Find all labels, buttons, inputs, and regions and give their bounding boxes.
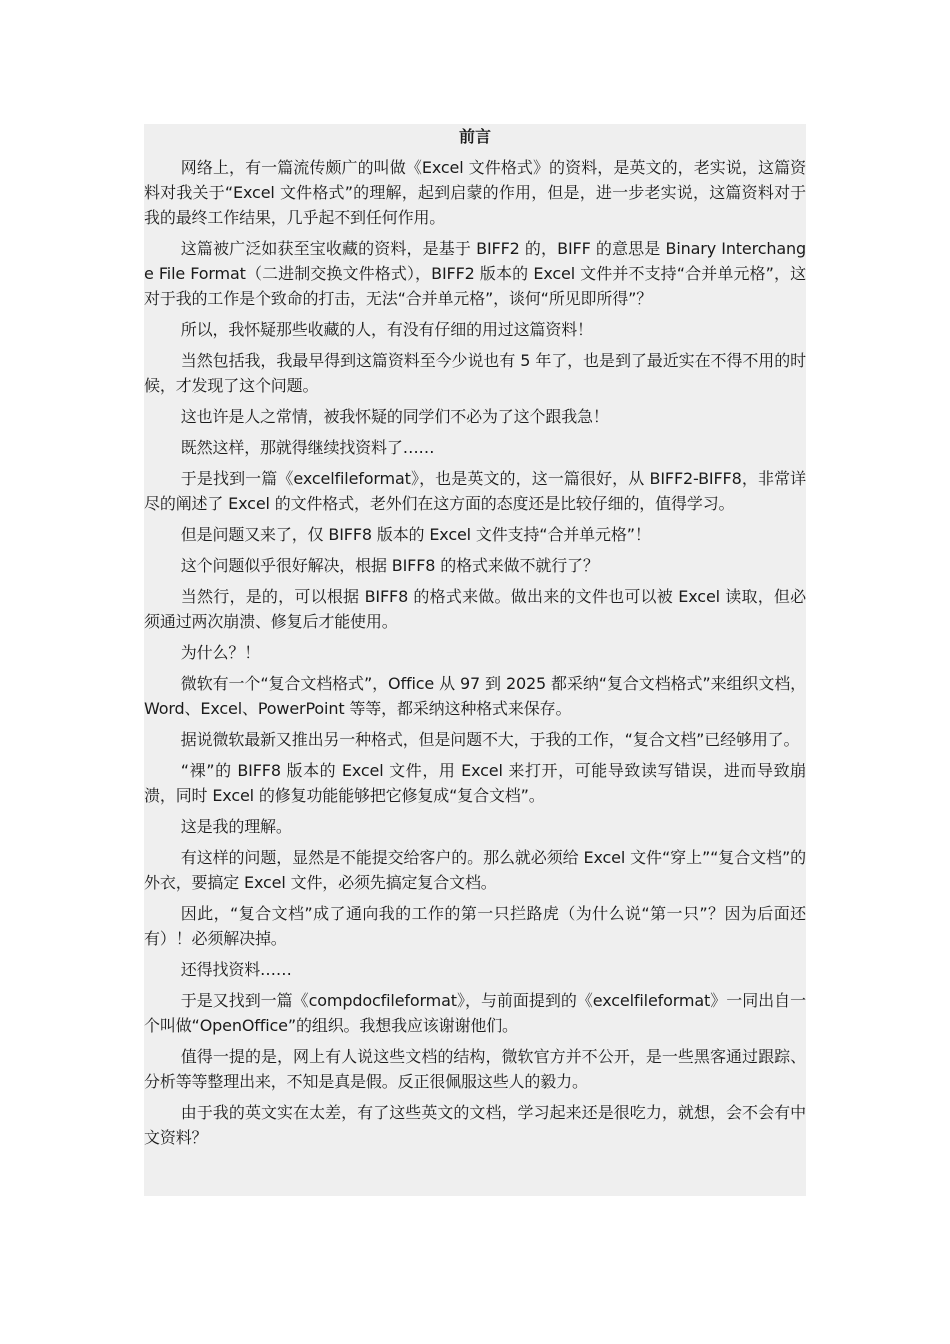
paragraph-14: “裸”的 BIFF8 版本的 Excel 文件，用 Excel 来打开，可能导致读写错误，进而导致崩溃，同时 Excel 的修复功能能够把它修复成“复合文档”。 [144, 761, 806, 805]
paragraph-6: 既然这样，那就得继续找资料了…… [180, 438, 435, 457]
paragraph-3: 所以，我怀疑那些收藏的人，有没有仔细的用过这篇资料！ [180, 320, 593, 339]
paragraph-1: 网络上，有一篇流传颇广的叫做《Excel 文件格式》的资料，是英文的，老实说，这篇资料对我关于“Excel 文件格式”的理解，起到启蒙的作用，但是，进一步老实说，这篇资料对于我的最终工作结果，几乎起不到任何作用。 [144, 158, 806, 227]
paragraph-16: 有这样的问题，显然是不能提交给客户的。那么就必须给 Excel 文件“穿上”“复合文档”的外衣，要搞定 Excel 文件，必须先搞定复合文档。 [144, 848, 806, 892]
paragraph-9: 这个问题似乎很好解决，根据 BIFF8 的格式来做不就行了？ [180, 556, 599, 575]
paragraph-20: 值得一提的是，网上有人说这些文档的结构，微软官方并不公开，是一些黑客通过跟踪、分析等等整理出来，不知是真是假。反正很佩服这些人的毅力。 [144, 1047, 806, 1091]
paragraph-2: 这篇被广泛如获至宝收藏的资料，是基于 BIFF2 的，BIFF 的意思是 Binary Interchange File Format（二进制交换文件格式），BIFF2 版本的 Excel 文件并不支持“合并单元格”，这对于我的工作是个致命的打击，无法“合并单元格”，谈何“所见即所得”？ [144, 239, 806, 308]
preface-text-block [144, 124, 806, 1196]
paragraph-15: 这是我的理解。 [180, 817, 292, 836]
paragraph-7: 于是找到一篇《excelfileformat》，也是英文的，这一篇很好，从 BIFF2-BIFF8，非常详尽的阐述了 Excel 的文件格式，老外们在这方面的态度还是比较仔细的，值得学习。 [144, 469, 806, 513]
paragraph-21: 由于我的英文实在太差，有了这些英文的文档，学习起来还是很吃力，就想，会不会有中文资料？ [144, 1103, 806, 1147]
paragraph-10: 当然行，是的，可以根据 BIFF8 的格式来做。做出来的文件也可以被 Excel 读取，但必须通过两次崩溃、修复后才能使用。 [144, 587, 806, 631]
page-title: 前言 [458, 127, 491, 146]
paragraph-11: 为什么？！ [180, 643, 261, 662]
paragraph-4: 当然包括我，我最早得到这篇资料至今少说也有 5 年了，也是到了最近实在不得不用的时候，才发现了这个问题。 [144, 351, 806, 395]
paragraph-13: 据说微软最新又推出另一种格式，但是问题不大，于我的工作，“复合文档”已经够用了。 [180, 730, 800, 749]
paragraph-12: 微软有一个“复合文档格式”，Office 从 97 到 2025 都采纳“复合文档格式”来组织文档，Word、Excel、PowerPoint 等等，都采纳这种格式来保存。 [144, 674, 806, 718]
paragraph-8: 但是问题又来了，仅 BIFF8 版本的 Excel 文件支持“合并单元格”！ [180, 525, 651, 544]
paragraph-5: 这也许是人之常情，被我怀疑的同学们不必为了这个跟我急！ [180, 407, 609, 426]
paragraph-19: 于是又找到一篇《compdocfileformat》，与前面提到的《excelfileformat》一同出自一个叫做“OpenOffice”的组织。我想我应该谢谢他们。 [144, 991, 806, 1035]
paragraph-18: 还得找资料…… [180, 960, 292, 979]
paragraph-17: 因此，“复合文档”成了通向我的工作的第一只拦路虎（为什么说“第一只”？因为后面还有）！必须解决掉。 [144, 904, 806, 948]
